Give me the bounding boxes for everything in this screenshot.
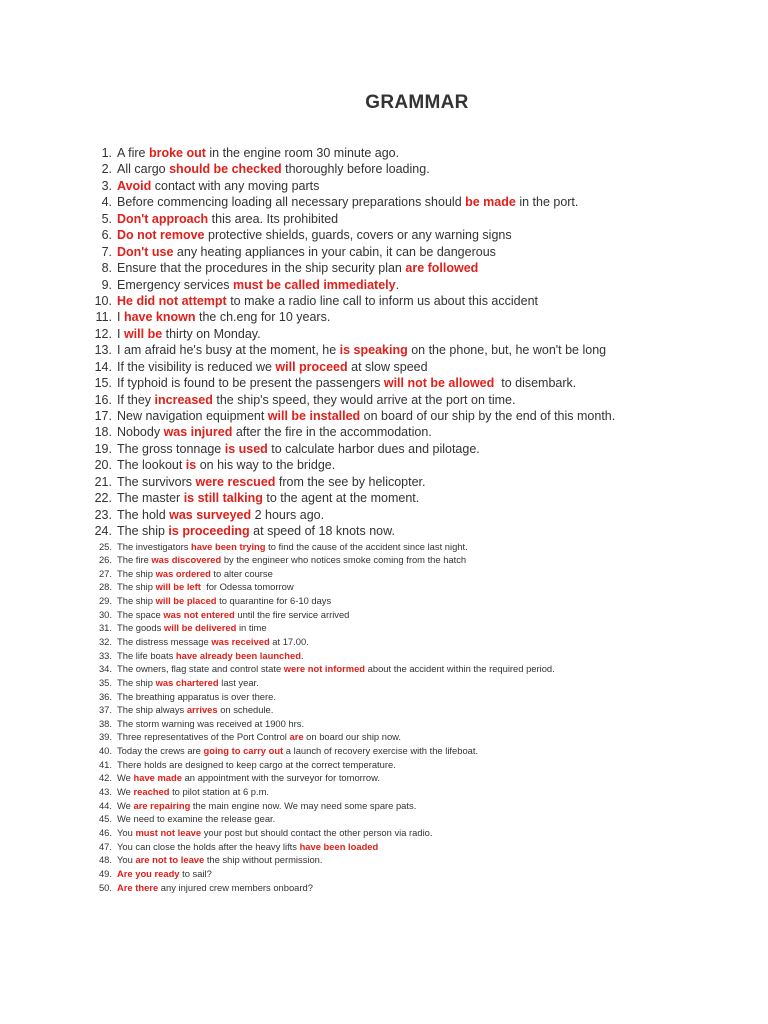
item-number: 28. [98, 581, 112, 593]
item-sentence [117, 635, 309, 649]
sentence-text: to find the cause of the accident since last night. [265, 540, 468, 552]
sentence-text: to make a radio line call to inform us about this accident [226, 293, 538, 308]
sentence-text: contact with any moving parts [151, 178, 320, 193]
list-item [78, 881, 748, 895]
list-item [78, 145, 748, 161]
item-sentence [117, 730, 401, 744]
sentence-text: to sail? [179, 867, 212, 879]
list-item [78, 277, 748, 293]
list-item [78, 758, 748, 772]
list-item [78, 408, 748, 424]
item-sentence [117, 580, 294, 594]
list-item [78, 785, 748, 799]
sentence-text: The ship [117, 524, 169, 539]
sentence-text: about the accident within the required period. [365, 663, 555, 675]
item-number: 26. [98, 554, 112, 566]
answer-highlight: are repairing [133, 799, 191, 811]
item-sentence [117, 260, 478, 276]
item-sentence [117, 703, 273, 717]
list-item [78, 474, 748, 490]
item-sentence [117, 662, 555, 676]
answer-highlight: was discovered [151, 554, 222, 566]
list-item [78, 194, 748, 210]
sentence-text: any heating appliances in your cabin, it can be dangerous [173, 244, 496, 259]
sentence-text: until the fire service arrived [234, 608, 350, 620]
item-sentence [117, 785, 269, 799]
answer-highlight: was chartered [155, 676, 219, 688]
answer-highlight: will proceed [275, 359, 348, 374]
answer-highlight: be made [465, 195, 516, 210]
sentence-text: to quarantine for 6-10 days [216, 595, 332, 607]
sentence-text: your post but should contact the other person via radio. [201, 826, 433, 838]
answer-highlight: was surveyed [169, 507, 252, 522]
sentence-text: at speed of 18 knots now. [249, 524, 395, 539]
answer-highlight: must be called immediately [233, 277, 396, 292]
answer-highlight: Are there [117, 881, 159, 893]
item-number: 24. [94, 524, 112, 539]
answer-highlight: are not to leave [135, 854, 205, 866]
item-number: 16. [94, 392, 112, 407]
sentence-text: to the agent at the moment. [262, 491, 420, 506]
answer-highlight: have already been launched [175, 649, 301, 661]
sentence-text: The storm warning was received at 1900 hrs. [117, 717, 305, 729]
item-sentence [117, 457, 335, 473]
item-sentence [117, 812, 275, 826]
item-number: 38. [98, 717, 112, 729]
item-number: 4. [101, 195, 112, 210]
item-number: 20. [94, 458, 112, 473]
sentence-text: The breathing apparatus is over there. [117, 690, 276, 702]
sentence-text: thirty on Monday. [162, 326, 261, 341]
sentence-text: I [117, 326, 124, 341]
list-item [78, 826, 748, 840]
item-number: 32. [98, 635, 112, 647]
list-item [78, 703, 748, 717]
list-item [78, 867, 748, 881]
sentence-text: in the engine room 30 minute ago. [205, 146, 400, 160]
sentence-text: to alter course [210, 567, 273, 579]
list-item [78, 211, 748, 227]
sentence-text: to calculate harbor dues and pilotage. [267, 441, 480, 456]
sentence-text: from the see by helicopter. [275, 474, 426, 489]
list-item [78, 457, 748, 473]
list-item [78, 392, 748, 408]
item-sentence [117, 853, 323, 867]
item-number: 23. [94, 507, 112, 522]
item-number: 45. [98, 813, 112, 825]
list-item [78, 594, 748, 608]
item-sentence [117, 608, 349, 622]
answer-highlight: will be installed [267, 409, 361, 423]
answer-highlight: should be checked [169, 162, 282, 177]
item-number: 39. [98, 731, 112, 743]
sentence-text: to pilot station at 6 p.m. [169, 786, 270, 798]
list-item [78, 309, 748, 325]
item-sentence [117, 293, 538, 309]
item-number: 31. [98, 622, 112, 634]
list-item [78, 424, 748, 440]
answer-highlight: is [185, 458, 197, 473]
list-item [78, 621, 748, 635]
item-number: 27. [98, 567, 112, 579]
item-number: 8. [101, 261, 112, 276]
answer-highlight: will be [123, 326, 163, 341]
sentence-text: Today the crews are [117, 745, 204, 757]
answer-highlight: is proceeding [168, 524, 250, 539]
item-number: 46. [98, 826, 112, 838]
item-sentence [117, 424, 432, 440]
sentence-text: to disembark. [494, 376, 577, 391]
item-number: 43. [98, 786, 112, 798]
list-item [78, 580, 748, 594]
sentence-text: on his way to the bridge. [196, 458, 336, 473]
list-item [78, 690, 748, 704]
item-sentence [117, 309, 330, 325]
sentence-text: There holds are designed to keep cargo at the correct temperature. [117, 758, 396, 770]
sentence-text: thoroughly before loading. [281, 162, 430, 177]
item-sentence [117, 771, 380, 785]
item-number: 3. [101, 178, 112, 193]
answer-highlight: Do not remove [117, 228, 205, 243]
item-number: 25. [98, 540, 112, 552]
list-item [78, 649, 748, 663]
item-number: 49. [98, 867, 112, 879]
sentence-text: We need to examine the release gear. [117, 813, 276, 825]
item-number: 36. [98, 690, 112, 702]
item-sentence [117, 375, 576, 391]
grammar-exercise-list [78, 145, 748, 894]
sentence-text: You [117, 826, 136, 838]
sentence-text: on the phone, but, he won't be long [407, 343, 607, 358]
list-item [78, 608, 748, 622]
answer-highlight: is still talking [183, 491, 263, 506]
sentence-text: 2 hours ago. [251, 507, 325, 522]
list-item [78, 244, 748, 260]
item-number: 41. [98, 758, 112, 770]
item-number: 34. [98, 663, 112, 675]
item-number: 33. [98, 649, 112, 661]
sentence-text: Nobody [117, 425, 164, 440]
sentence-text: The fire [117, 554, 152, 566]
sentence-text: New navigation equipment [117, 409, 268, 423]
sentence-text: A fire [117, 146, 149, 160]
list-item [78, 359, 748, 375]
answer-highlight: was injured [163, 425, 233, 440]
list-item [78, 730, 748, 744]
item-number: 6. [101, 228, 112, 243]
sentence-text: last year. [218, 676, 259, 688]
item-number: 37. [98, 704, 112, 716]
item-sentence [117, 717, 304, 731]
sentence-text: The space [117, 608, 164, 620]
list-item [78, 840, 748, 854]
item-sentence [117, 826, 432, 840]
list-item [78, 717, 748, 731]
list-item [78, 635, 748, 649]
sentence-text: If typhoid is found to be present the passengers [117, 376, 384, 391]
sentence-text: on board our ship now. [303, 731, 402, 743]
item-sentence [117, 392, 515, 408]
sentence-text: at 17.00. [269, 635, 309, 647]
item-sentence [117, 408, 615, 424]
list-item [78, 227, 748, 243]
page-title: GRAMMAR [365, 92, 469, 113]
sentence-text: The master [117, 491, 184, 506]
list-item [78, 260, 748, 276]
sentence-text: . [395, 277, 400, 292]
item-number: 44. [98, 799, 112, 811]
item-sentence [117, 326, 261, 342]
sentence-text: the ship without permission. [204, 854, 323, 866]
sentence-text: by the engineer who notices smoke coming from the hatch [221, 554, 467, 566]
answer-highlight: increased [154, 392, 213, 407]
list-item [78, 375, 748, 391]
answer-highlight: reached [133, 786, 170, 798]
answer-highlight: is speaking [339, 343, 408, 358]
sentence-text: after the fire in the accommodation. [232, 425, 432, 440]
item-sentence [117, 178, 319, 194]
item-sentence [117, 744, 478, 758]
item-number: 10. [94, 293, 112, 308]
item-number: 48. [98, 854, 112, 866]
sentence-text: protective shields, guards, covers or any warning signs [204, 228, 512, 243]
item-sentence [117, 867, 212, 881]
item-sentence [117, 194, 578, 210]
item-sentence [117, 594, 331, 608]
item-sentence [117, 567, 273, 581]
sentence-text: If the visibility is reduced we [117, 359, 276, 374]
sentence-text: any injured crew members onboard? [158, 881, 313, 893]
list-item [78, 293, 748, 309]
answer-highlight: Don't approach [117, 211, 209, 226]
answer-highlight: have made [133, 772, 182, 784]
item-number: 17. [94, 409, 112, 423]
answer-highlight: will be left [155, 581, 201, 593]
item-sentence [117, 490, 419, 506]
answer-highlight: were not informed [283, 663, 366, 675]
answer-highlight: broke out [148, 146, 206, 160]
item-number: 1. [101, 146, 112, 160]
sentence-text: on board of our ship by the end of this month. [360, 409, 616, 423]
sentence-text: If they [117, 392, 155, 407]
item-number: 14. [94, 359, 112, 374]
item-number: 29. [98, 595, 112, 607]
item-number: 42. [98, 772, 112, 784]
answer-highlight: was received [211, 635, 270, 647]
sentence-text: The survivors [117, 474, 196, 489]
sentence-text: the ch.eng for 10 years. [195, 310, 331, 325]
sentence-text: The owners, flag state and control state [117, 663, 284, 675]
item-sentence [117, 145, 399, 161]
list-item [78, 178, 748, 194]
item-sentence [117, 227, 512, 243]
sentence-text: on schedule. [217, 704, 274, 716]
item-number: 19. [94, 441, 112, 456]
sentence-text: Ensure that the procedures in the ship security plan [117, 261, 406, 276]
item-number: 35. [98, 676, 112, 688]
list-item [78, 567, 748, 581]
sentence-text: All cargo [117, 162, 170, 177]
sentence-text: The life boats [117, 649, 176, 661]
sentence-text: We [117, 772, 134, 784]
list-item [78, 161, 748, 177]
list-item [78, 490, 748, 506]
item-number: 11. [95, 310, 112, 325]
list-item [78, 799, 748, 813]
item-sentence [117, 649, 304, 663]
answer-highlight: He did not attempt [117, 293, 227, 308]
item-sentence [117, 161, 430, 177]
sentence-text: at slow speed [347, 359, 428, 374]
answer-highlight: are followed [405, 261, 479, 276]
sentence-text: The ship [117, 581, 156, 593]
item-sentence [117, 676, 259, 690]
item-sentence [117, 359, 428, 375]
sentence-text: . [300, 649, 304, 661]
answer-highlight: have known [123, 310, 196, 325]
item-number: 2. [101, 162, 112, 177]
item-sentence [117, 881, 313, 895]
list-item [78, 540, 748, 554]
item-number: 50. [98, 881, 112, 893]
list-item [78, 812, 748, 826]
list-item [78, 744, 748, 758]
item-number: 15. [94, 376, 112, 391]
sentence-text: the main engine now. We may need some spare pats. [190, 799, 417, 811]
sentence-text: in the port. [515, 195, 579, 210]
item-sentence [117, 540, 468, 554]
item-number: 7. [101, 244, 112, 259]
answer-highlight: must not leave [135, 826, 202, 838]
answer-highlight: will be delivered [163, 622, 237, 634]
answer-highlight: is used [224, 441, 268, 456]
sentence-text: I [117, 310, 124, 325]
item-sentence [117, 244, 496, 260]
answer-highlight: Avoid [117, 178, 152, 193]
sentence-text: I am afraid he's busy at the moment, he [117, 343, 340, 358]
sentence-text: in time [236, 622, 267, 634]
item-sentence [117, 211, 338, 227]
item-number: 21. [94, 474, 112, 489]
sentence-text: We [117, 799, 134, 811]
list-item [78, 523, 748, 539]
list-item [78, 326, 748, 342]
item-sentence [117, 277, 399, 293]
item-sentence [117, 799, 416, 813]
item-number: 18. [94, 425, 112, 440]
item-sentence [117, 507, 324, 523]
sentence-text: You can close the holds after the heavy lifts [117, 840, 300, 852]
answer-highlight: were rescued [195, 474, 276, 489]
sentence-text: The lookout [117, 458, 186, 473]
sentence-text: Emergency services [117, 277, 234, 292]
answer-highlight: going to carry out [203, 745, 284, 757]
sentence-text: The ship [117, 676, 156, 688]
sentence-text: this area. Its prohibited [208, 211, 339, 226]
item-sentence [117, 690, 276, 704]
item-number: 40. [98, 745, 112, 757]
sentence-text: a launch of recovery exercise with the lifeboat. [283, 745, 479, 757]
sentence-text: an appointment with the surveyor for tomorrow. [181, 772, 380, 784]
item-number: 9. [101, 277, 112, 292]
answer-highlight: are [289, 731, 304, 743]
sentence-text: the ship's speed, they would arrive at the port on time. [212, 392, 516, 407]
list-item [78, 676, 748, 690]
answer-highlight: have been loaded [299, 840, 379, 852]
item-sentence [117, 621, 267, 635]
sentence-text: The hold [117, 507, 170, 522]
list-item [78, 441, 748, 457]
answer-highlight: was not entered [163, 608, 235, 620]
sentence-text: The ship [117, 567, 156, 579]
item-sentence [117, 553, 466, 567]
item-sentence [117, 523, 395, 539]
item-number: 30. [98, 608, 112, 620]
item-sentence [117, 441, 480, 457]
answer-highlight: Are you ready [117, 867, 180, 879]
item-number: 22. [94, 491, 112, 506]
sentence-text: Three representatives of the Port Control [117, 731, 290, 743]
answer-highlight: will not be allowed [383, 376, 495, 391]
answer-highlight: arrives [186, 704, 218, 716]
item-sentence [117, 474, 426, 490]
item-sentence [117, 342, 606, 358]
item-number: 13. [94, 343, 112, 358]
list-item [78, 553, 748, 567]
list-item [78, 853, 748, 867]
list-item [78, 507, 748, 523]
sentence-text: Before commencing loading all necessary preparations should [117, 195, 466, 210]
item-number: 47. [98, 840, 112, 852]
list-item [78, 342, 748, 358]
list-item [78, 662, 748, 676]
item-number: 5. [101, 211, 112, 226]
sentence-text: You [117, 854, 136, 866]
answer-highlight: was ordered [155, 567, 211, 579]
item-sentence [117, 758, 396, 772]
list-item [78, 771, 748, 785]
sentence-text: We [117, 786, 134, 798]
item-number: 12. [94, 326, 112, 341]
sentence-text: The investigators [117, 540, 191, 552]
sentence-text: The ship always [117, 704, 187, 716]
sentence-text: The ship [117, 595, 156, 607]
answer-highlight: have been trying [191, 540, 266, 552]
sentence-text: The gross tonnage [117, 441, 225, 456]
item-sentence [117, 840, 378, 854]
answer-highlight: will be placed [155, 595, 217, 607]
sentence-text: for Odessa tomorrow [200, 581, 294, 593]
sentence-text: The distress message [117, 635, 212, 647]
answer-highlight: Don't use [117, 244, 174, 259]
sentence-text: The goods [117, 622, 164, 634]
